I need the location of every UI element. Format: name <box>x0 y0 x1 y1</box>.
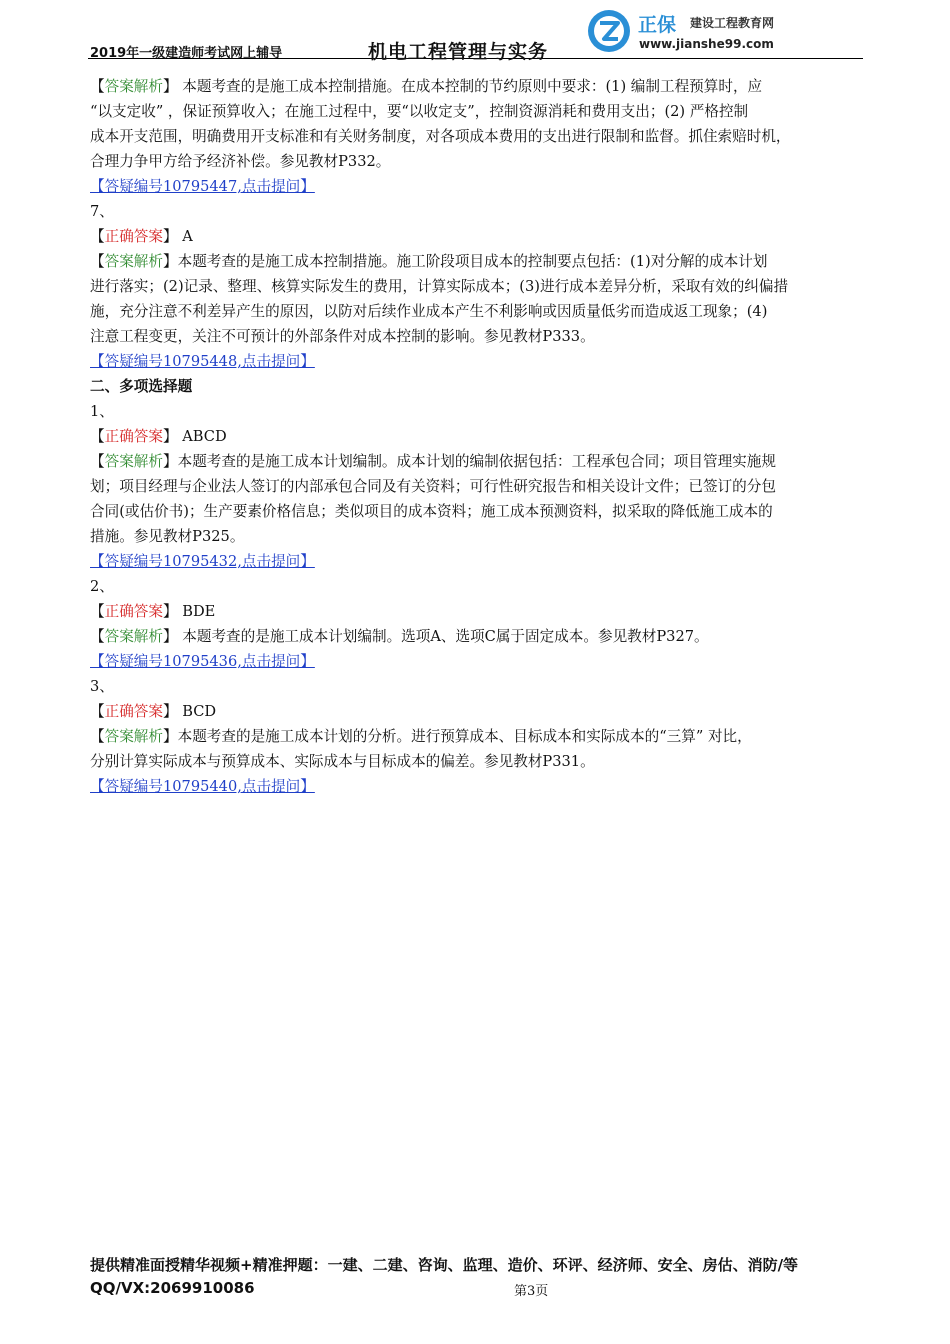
analysis-label: 答案解析 <box>104 728 163 745</box>
analysis-line: 合理力争甲方给予经济补偿。参见教材P332。 <box>90 153 391 170</box>
bracket-close: 】 <box>163 628 178 645</box>
analysis-line: 措施。参见教材P325。 <box>90 528 245 545</box>
document-body <box>90 74 862 799</box>
zhengbao-logo-icon <box>586 8 632 54</box>
bracket-open: 【 <box>90 728 105 745</box>
bracket-close: 】 <box>163 703 178 720</box>
bracket-close: 】 <box>163 453 178 470</box>
analysis-text: 本题考查的是施工成本控制措施。在成本控制的节约原则中要求：(1) 编制工程预算时，应 <box>182 78 763 95</box>
analysis-label: 答案解析 <box>104 78 163 95</box>
analysis-text: 本题考查的是施工成本控制措施。施工阶段项目成本的控制要点包括：(1)对分解的成本计划 <box>177 253 768 270</box>
bracket-open: 【 <box>90 253 105 270</box>
answer-value: ABCD <box>182 428 227 445</box>
bracket-open: 【 <box>90 228 105 245</box>
brand-logo[interactable] <box>586 6 866 56</box>
analysis-block-q6 <box>90 74 862 174</box>
header-subject-title: 机电工程管理与实务 <box>368 41 549 63</box>
analysis-block-q7 <box>90 249 862 349</box>
answer-value: A <box>182 228 193 245</box>
analysis-line: 进行落实；(2)记录、整理、核算实际发生的费用，计算实际成本；(3)进行成本差异分析，采取有效的纠偏措 <box>90 278 789 295</box>
correct-answer-q7 <box>90 224 862 249</box>
footer-promo-text: 提供精准面授精华视频+精准押题：一建、二建、咨询、监理、造价、环评、经济师、安全、房估、消防/等 <box>90 1256 799 1274</box>
ask-question-link-10795440[interactable]: 【答疑编号10795440,点击提问】 <box>90 778 315 795</box>
bracket-open: 【 <box>90 78 105 95</box>
bracket-open: 【 <box>90 453 105 470</box>
analysis-line <box>90 449 862 474</box>
analysis-line: “以支定收” ，保证预算收入；在施工过程中，要“以收定支”，控制资源消耗和费用支出；(2) 严格控制 <box>90 103 749 120</box>
analysis-line: 划；项目经理与企业法人签订的内部承包合同及有关资料；可行性研究报告和相关设计文件；已签订的分包 <box>90 478 776 495</box>
bracket-open: 【 <box>90 428 105 445</box>
question-number: 2、 <box>90 578 114 595</box>
correct-answer-label: 正确答案 <box>104 703 163 720</box>
analysis-line: 注意工程变更，关注不可预计的外部条件对成本控制的影响。参见教材P333。 <box>90 328 595 345</box>
ask-question-link-10795432[interactable]: 【答疑编号10795432,点击提问】 <box>90 553 315 570</box>
bracket-close: 】 <box>163 253 178 270</box>
bracket-open: 【 <box>90 603 105 620</box>
logo-brand-name: 正保 <box>638 14 677 36</box>
page-header <box>88 6 863 63</box>
analysis-line <box>90 74 862 99</box>
correct-answer-m2 <box>90 599 862 624</box>
question-number: 3、 <box>90 678 114 695</box>
question-number: 1、 <box>90 403 114 420</box>
bracket-close: 】 <box>163 428 178 445</box>
analysis-block-m2 <box>90 624 862 649</box>
bracket-close: 】 <box>163 228 178 245</box>
answer-value: BCD <box>182 703 217 720</box>
analysis-line: 合同(或估价书)；生产要素价格信息；类似项目的成本资料；施工成本预测资料，拟采取的降低施工成本的 <box>90 503 773 520</box>
bracket-close: 】 <box>163 78 178 95</box>
correct-answer-label: 正确答案 <box>104 603 163 620</box>
analysis-text: 本题考查的是施工成本计划编制。选项A、选项C属于固定成本。参见教材P327。 <box>182 628 709 645</box>
page-number: 第3页 <box>514 1284 549 1299</box>
analysis-label: 答案解析 <box>104 253 163 270</box>
analysis-line: 分别计算实际成本与预算成本、实际成本与目标成本的偏差。参见教材P331。 <box>90 753 595 770</box>
analysis-text: 本题考查的是施工成本计划的分析。进行预算成本、目标成本和实际成本的“三算” 对比， <box>177 728 752 745</box>
analysis-label: 答案解析 <box>104 453 163 470</box>
bracket-open: 【 <box>90 628 105 645</box>
correct-answer-label: 正确答案 <box>104 228 163 245</box>
section-title: 二、多项选择题 <box>90 378 193 395</box>
analysis-line: 成本开支范围，明确费用开支标准和有关财务制度，对各项成本费用的支出进行限制和监督。抓住索赔时机， <box>90 128 791 145</box>
logo-url: www.jianshe99.com <box>639 37 774 51</box>
bracket-open: 【 <box>90 703 105 720</box>
ask-question-link-10795436[interactable]: 【答疑编号10795436,点击提问】 <box>90 653 315 670</box>
analysis-block-m1 <box>90 449 862 549</box>
correct-answer-m3 <box>90 699 862 724</box>
correct-answer-m1 <box>90 424 862 449</box>
analysis-line <box>90 624 862 649</box>
analysis-text: 本题考查的是施工成本计划编制。成本计划的编制依据包括：工程承包合同；项目管理实施规 <box>177 453 776 470</box>
ask-question-link-10795448[interactable]: 【答疑编号10795448,点击提问】 <box>90 353 315 370</box>
answer-value: BDE <box>182 603 216 620</box>
correct-answer-label: 正确答案 <box>104 428 163 445</box>
analysis-line: 施，充分注意不利差异产生的原因，以防对后续作业成本产生不利影响或因质量低劣而造成返工现象；(4) <box>90 303 768 320</box>
analysis-block-m3 <box>90 724 862 774</box>
analysis-line <box>90 249 862 274</box>
footer-contact: QQ/VX:2069910086 <box>90 1279 255 1297</box>
analysis-label: 答案解析 <box>104 628 163 645</box>
bracket-close: 】 <box>163 728 178 745</box>
bracket-close: 】 <box>163 603 178 620</box>
question-number: 7、 <box>90 203 114 220</box>
header-exam-title: 2019年一级建造师考试网上辅导 <box>90 46 283 61</box>
analysis-line <box>90 724 862 749</box>
logo-brand-subtitle: 建设工程教育网 <box>690 16 775 30</box>
ask-question-link-10795447[interactable]: 【答疑编号10795447,点击提问】 <box>90 178 315 195</box>
